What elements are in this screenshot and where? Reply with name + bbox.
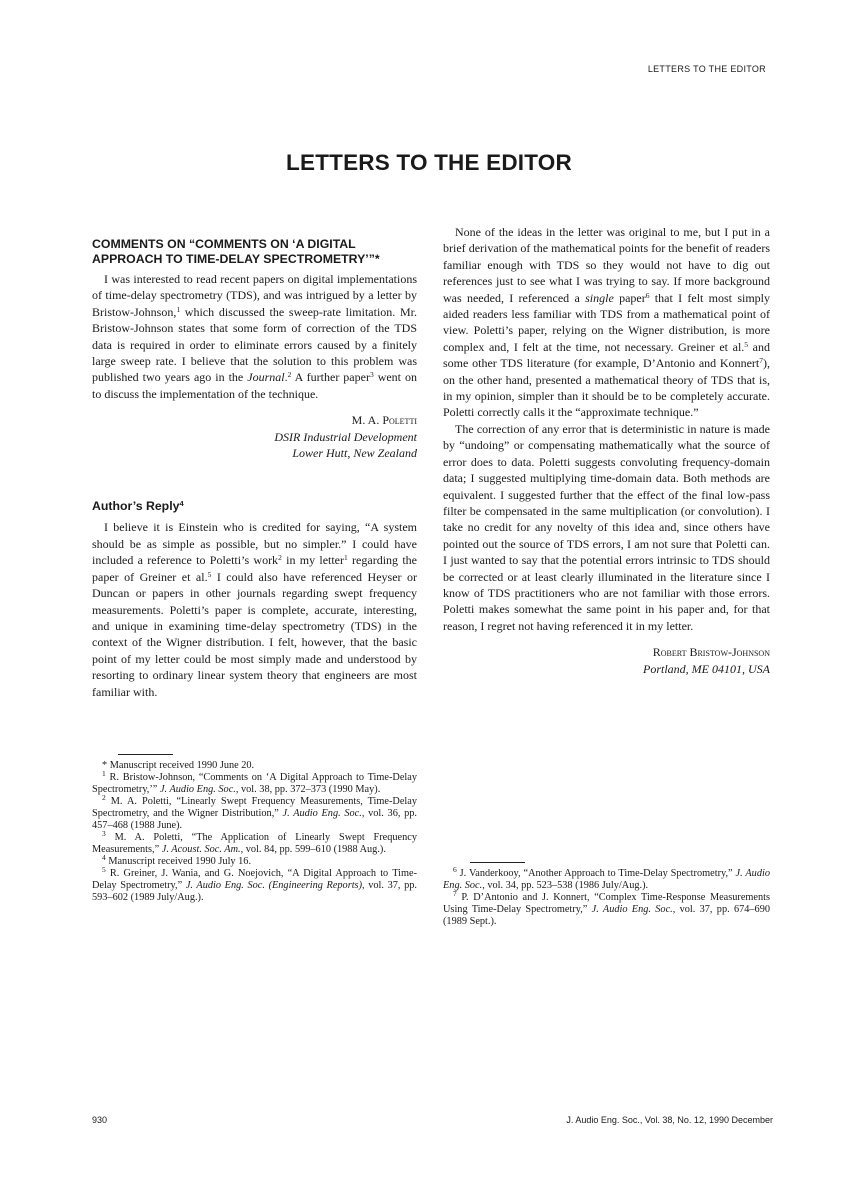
footnote-ref[interactable]: 5 (744, 339, 749, 349)
letter-paragraph: I was interested to read recent papers on digital implementations of time-delay spectrometry (TDS), and was intrigued by a letter by Bristow-Johnson,$^1$ which discussed the sweep-rate limitation. Mr. Bristow-Johnson states that some form of correction of the TDS data is required in order to eliminate errors caused by a finitely large sweep rate. I believe that the solution to this problem was published two years ago in the Journal.$^2$ A further paper$^3$ went on to discuss the implementation of the technique. (92, 272, 418, 401)
journal-name: Journal (247, 370, 285, 385)
reply-paragraph-1: I believe it is Einstein who is credited for saying, “A system should be as simple as possible, but no simpler.” I could have included a reference to Poletti’s work$^2$ in my letter$^1$ regarding the paper of Greiner et al.$^5$ I could also have referenced Heyser or Duncan or papers in other journals regarding swept frequency measurements. Poletti’s paper is complete, accurate, interesting, and unique in examining time-delay spectrometry (TDS) in the context of the Wigner distribution. I felt, however, that the basic point of my letter could be most simply made and understood by resorting to ordinary linear system theory that engineers are most familiar with. (92, 520, 417, 699)
page-title: LETTERS TO THE EDITOR (286, 150, 572, 175)
footnote-ref[interactable]: 1 (344, 553, 348, 563)
footnote-rule (470, 862, 525, 863)
footnote-ref[interactable]: 7 (759, 356, 763, 366)
page-number: 930 (92, 1115, 108, 1125)
footnote-ref[interactable]: 1 (176, 304, 181, 314)
footnote-ref[interactable]: 3 (369, 370, 374, 380)
letter-heading: COMMENTS ON “COMMENTS ON ‘A DIGITAL APPROACH TO TIME-DELAY SPECTROMETRY’”* (92, 237, 380, 266)
left-column (92, 237, 417, 700)
journal-citation: J. Audio Eng. Soc., Vol. 38, No. 12, 1990 December (566, 1115, 773, 1125)
footnote: $^5$ R. Greiner, J. Wania, and G. Noejovich, “A Digital Approach to Time-Delay Spectrometry,” J. Audio Eng. Soc. (Engineering Reports), vol. 37, pp. 593–602 (1989 July/Aug.). (92, 865, 417, 903)
footnote: $^1$ R. Bristow-Johnson, “Comments on ‘A Digital Approach to Time-Delay Spectrometry,’” J. Audio Eng. Soc., vol. 38, pp. 372–373 (1990 May). (92, 769, 417, 795)
reply-paragraph-2: None of the ideas in the letter was original to me, but I put in a brief derivation of the mathematical points for the benefit of readers familiar enough with TDS so they would not have to dig out references just to see what I was trying to say. If more background was needed, I referenced a single paper$^6$ that I felt most simply aided readers less familiar with TDS from a mathematical point of view. Poletti’s paper, relying on the Wigner distribution, is more complex and, I felt at the time, not necessary. Greiner et al.$^5$ and some other TDS literature (for example, D’Antonio and Konnert$^7$), on the other hand, presented a mathematical theory of TDS that is, in my opinion, simpler than it should be to be completely accurate. Poletti correctly calls it the “approximate technique.” (443, 225, 770, 420)
footnote-ref[interactable]: 5 (207, 569, 212, 579)
footnote-ref[interactable]: 2 (278, 553, 282, 563)
footnote-rule (118, 754, 173, 755)
letter-location: Lower Hutt, New Zealand (292, 446, 417, 461)
footnote-ref[interactable]: 4 (179, 499, 184, 509)
right-footnotes (443, 865, 771, 928)
letter-author: M. A. Poletti (351, 413, 417, 428)
letter-affiliation: DSIR Industrial Development (274, 429, 417, 444)
reply-paragraph-3: The correction of any error that is deterministic in nature is made by “undoing” or compensating mathematically what the source of error does to data. Poletti suggests convoluting frequency-domain data; I suggested multiplying time-domain data. Both methods are equivalent. I suggested further that the effect of the final low-pass filter be compensated in the same multiplication (or convolution). I take no credit for any novelty of this idea and, since others have pointed out the source of TDS errors, I am not sure that Poletti can. I just wanted to say that the potential errors intrinsic to TDS should be corrected or at least clearly illuminated in the literature since I know of TDS practitioners who are not familiar with those errors. Poletti makes somewhat the same point in his paper and, for that reason, I regret not having referenced it in my letter. (443, 421, 770, 633)
footnote-ref[interactable]: 6 (645, 290, 650, 300)
left-footnotes (92, 760, 417, 904)
footnote-ref[interactable]: 2 (287, 370, 292, 380)
reply-heading: Author’s Reply$^4$ (92, 499, 184, 514)
footnote: * Manuscript received 1990 June 20. (102, 760, 255, 771)
footnote: $^7$ P. D’Antonio and J. Konnert, “Complex Time-Response Measurements Using Time-Delay Spectrometry,” J. Audio Eng. Soc., vol. 37, pp. 674–690 (1989 Sept.). (443, 889, 771, 927)
footnote: $^4$ Manuscript received 1990 July 16. (102, 853, 252, 867)
footnote: $^6$ J. Vanderkooy, “Another Approach to Time-Delay Spectrometry,” J. Audio Eng. Soc., vol. 34, pp. 523–538 (1986 July/Aug.). (443, 865, 770, 891)
right-column (443, 224, 770, 677)
reply-author: Robert Bristow-Johnson (652, 645, 770, 660)
footnote: $^3$ M. A. Poletti, “The Application of Linearly Swept Frequency Measurements,” J. Acoust. Soc. Am., vol. 84, pp. 599–610 (1988 Aug.). (92, 829, 417, 855)
reply-location: Portland, ME 04101, USA (643, 661, 770, 676)
running-head: LETTERS TO THE EDITOR (647, 64, 766, 74)
footnote: $^2$ M. A. Poletti, “Linearly Swept Frequency Measurements, Time-Delay Spectrometry, and the Wigner Distribution,” J. Audio Eng. Soc., vol. 36, pp. 457–468 (1988 June). (92, 793, 417, 831)
